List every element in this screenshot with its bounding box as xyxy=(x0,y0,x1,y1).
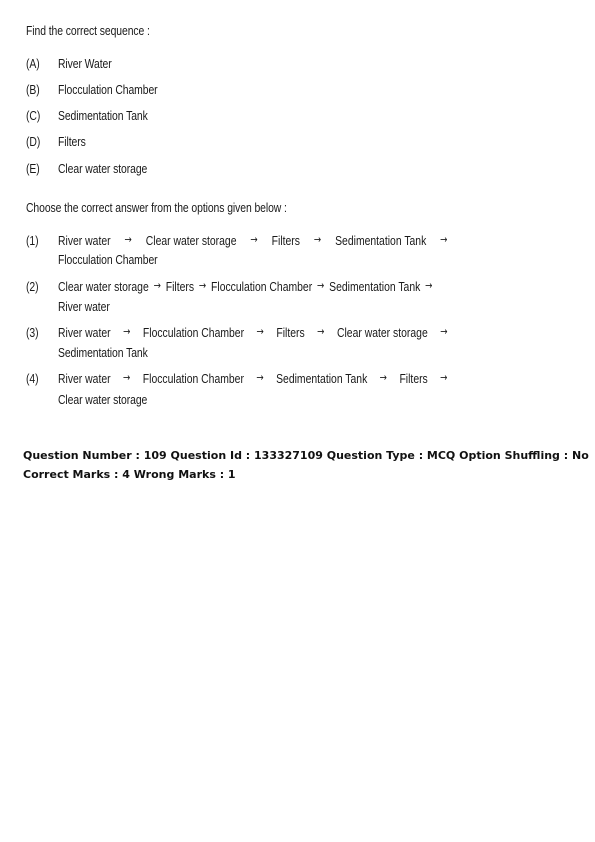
option-3-step-4: Clear water storage xyxy=(336,325,428,340)
item-label-b: (B) xyxy=(26,82,40,97)
arrow-icon: → xyxy=(123,325,131,338)
question-metadata: Question Number : 109 Question Id : 133327109 Question Type : MCQ Option Shuffling : No xyxy=(23,449,589,462)
option-4-step-5: Clear water storage xyxy=(58,392,148,407)
item-label-d: (D) xyxy=(26,134,41,149)
option-1-step-5: Flocculation Chamber xyxy=(58,252,158,267)
option-3-step-3: Filters xyxy=(276,325,305,340)
item-label-a: (A) xyxy=(26,56,40,71)
item-text-c: Sedimentation Tank xyxy=(58,108,148,123)
option-2-step-1: Clear water storage xyxy=(58,279,149,294)
arrow-icon: → xyxy=(317,325,325,338)
arrow-icon: → xyxy=(153,279,161,292)
arrow-icon: → xyxy=(198,279,207,292)
arrow-icon: → xyxy=(123,371,131,384)
arrow-icon: → xyxy=(440,325,448,338)
option-4-step-4: Filters xyxy=(399,371,428,386)
option-4-step-1: River water xyxy=(58,371,111,386)
item-text-d: Filters xyxy=(58,134,86,149)
choose-prompt: Choose the correct answer from the options given below : xyxy=(26,200,287,215)
item-text-b: Flocculation Chamber xyxy=(58,82,158,97)
option-2-step-3: Flocculation Chamber xyxy=(211,279,313,294)
arrow-icon: → xyxy=(250,233,258,246)
option-4-step-3: Sedimentation Tank xyxy=(276,371,368,386)
option-number-2: (2) xyxy=(26,279,39,294)
option-3-sequence xyxy=(58,325,448,340)
option-2-step-2: Filters xyxy=(165,279,195,294)
item-label-c: (C) xyxy=(26,108,41,123)
item-text-e: Clear water storage xyxy=(58,161,148,176)
option-1-step-4: Sedimentation Tank xyxy=(335,233,427,248)
arrow-icon: → xyxy=(440,371,448,384)
item-label-e: (E) xyxy=(26,161,40,176)
option-number-3: (3) xyxy=(26,325,39,340)
arrow-icon: → xyxy=(440,233,448,246)
arrow-icon: → xyxy=(379,371,388,384)
option-4-step-2: Flocculation Chamber xyxy=(142,371,244,386)
arrow-icon: → xyxy=(256,325,264,338)
option-4-sequence xyxy=(58,371,448,386)
option-3-step-2: Flocculation Chamber xyxy=(142,325,245,340)
option-1-step-3: Filters xyxy=(271,233,300,248)
item-text-a: River Water xyxy=(58,56,112,71)
question-intro: Find the correct sequence : xyxy=(26,23,150,38)
option-2-step-4: Sedimentation Tank xyxy=(329,279,421,294)
option-3-step-5: Sedimentation Tank xyxy=(58,345,148,360)
arrow-icon: → xyxy=(256,371,264,384)
option-3-step-1: River water xyxy=(58,325,111,340)
arrow-icon: → xyxy=(425,279,433,292)
arrow-icon: → xyxy=(124,233,132,246)
option-1-step-2: Clear water storage xyxy=(145,233,237,248)
option-number-1: (1) xyxy=(26,233,39,248)
arrow-icon: → xyxy=(316,279,325,292)
option-2-sequence xyxy=(58,279,448,294)
option-1-step-1: River water xyxy=(58,233,111,248)
option-2-step-5: River water xyxy=(58,299,110,314)
marks-metadata: Correct Marks : 4 Wrong Marks : 1 xyxy=(23,468,236,481)
arrow-icon: → xyxy=(313,233,322,246)
option-number-4: (4) xyxy=(26,371,39,386)
option-1-sequence xyxy=(58,233,448,248)
